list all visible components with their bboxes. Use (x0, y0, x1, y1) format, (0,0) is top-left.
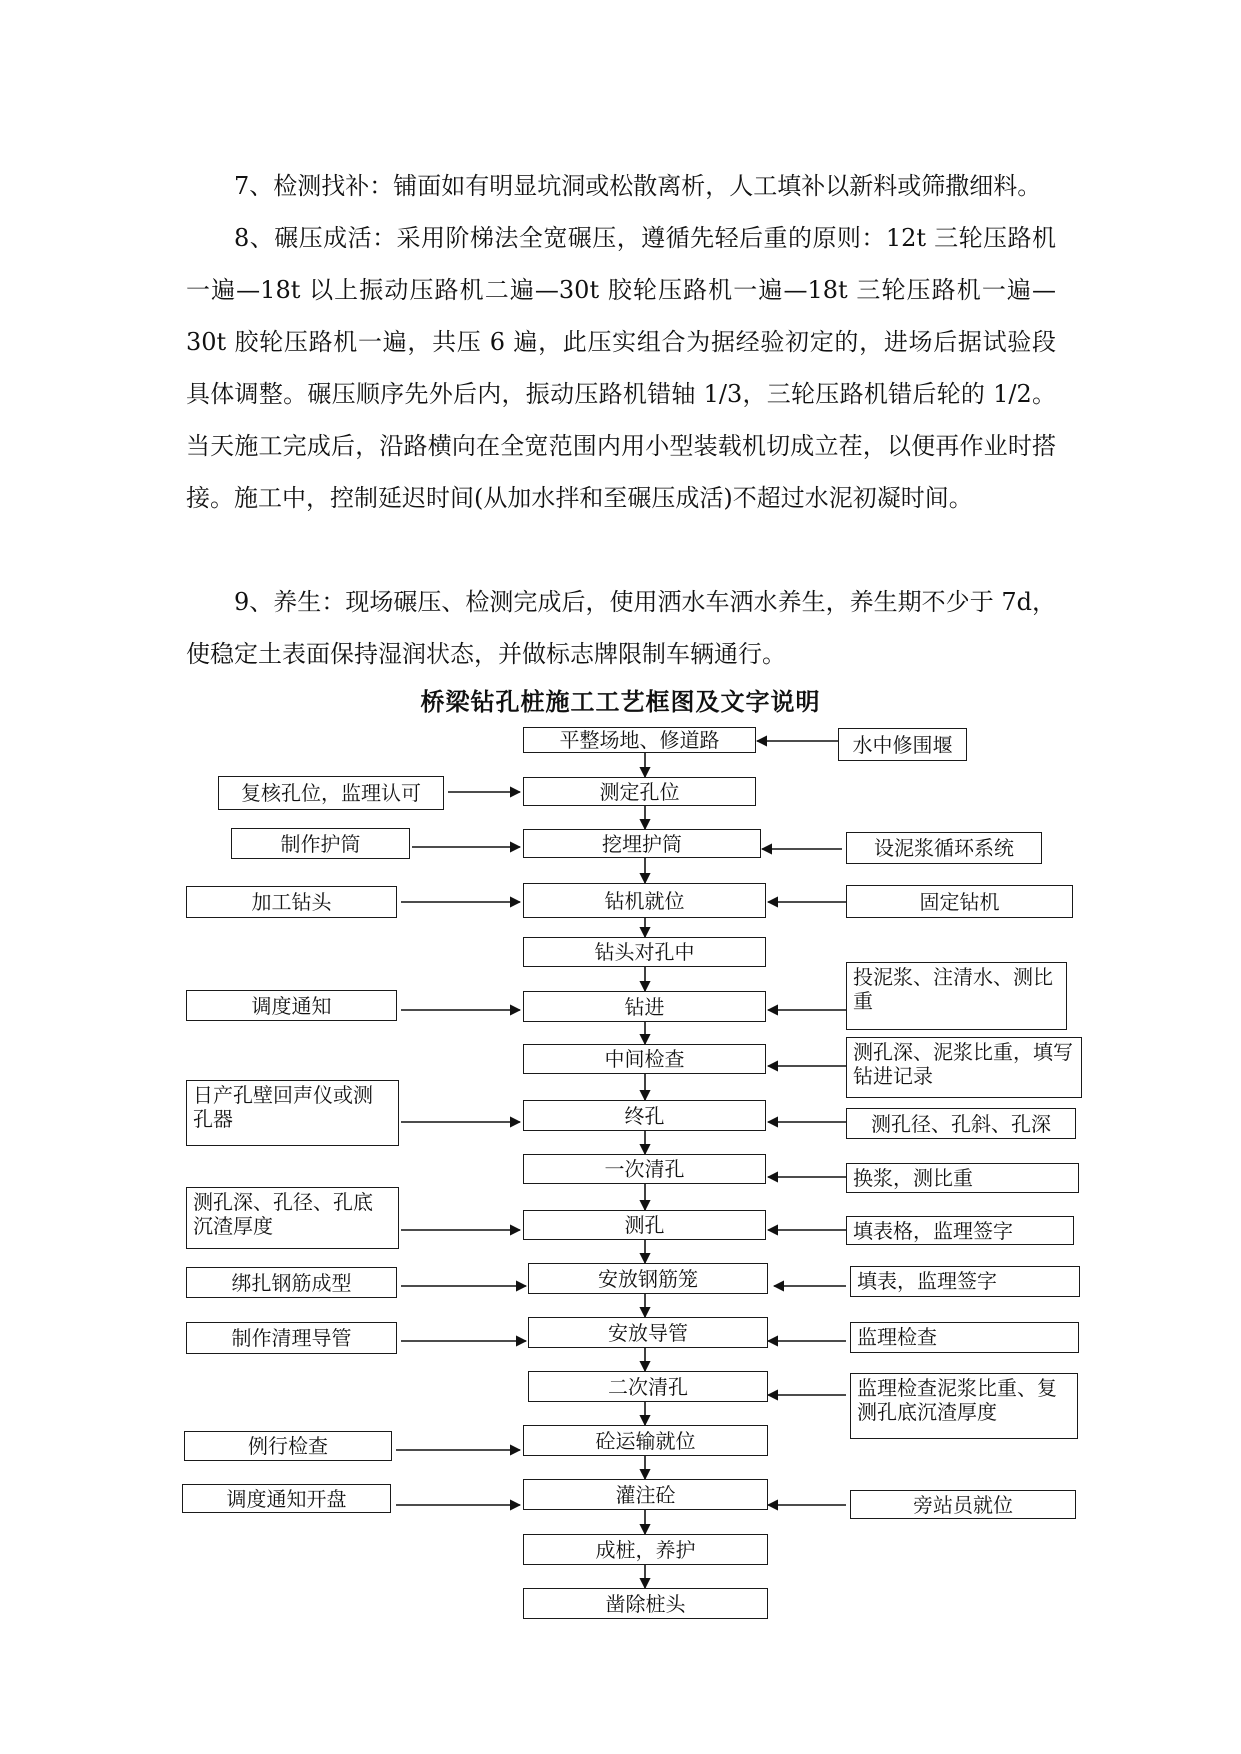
right-input-mud-water: 投泥浆、注清水、测比重 (846, 962, 1067, 1030)
right-input-fill-form: 填表格，监理签字 (846, 1216, 1074, 1245)
main-step-place-cage: 安放钢筋笼 (528, 1263, 768, 1294)
right-input-supervisor-check: 监理检查 (850, 1322, 1079, 1353)
left-input-verify-position: 复核孔位，监理认可 (218, 776, 444, 810)
main-step-measure-hole: 测孔 (523, 1210, 766, 1240)
right-input-cofferdam: 水中修围堰 (838, 728, 967, 761)
main-step-drilling: 钻进 (523, 991, 766, 1022)
right-input-stationed-inspector: 旁站员就位 (850, 1490, 1076, 1519)
main-step-locate-hole: 测定孔位 (523, 777, 756, 806)
main-step-leveling: 平整场地、修道路 (523, 727, 756, 753)
main-step-final-hole: 终孔 (523, 1100, 766, 1131)
left-input-make-casing: 制作护筒 (231, 828, 410, 859)
left-input-dispatch-open: 调度通知开盘 (182, 1484, 391, 1513)
main-step-align-bit: 钻头对孔中 (523, 937, 766, 967)
main-step-rig-position: 钻机就位 (523, 883, 766, 918)
paragraph-item-7: 7、检测找补：铺面如有明显坑洞或松散离析，人工填补以新料或筛撒细料。 (234, 172, 1042, 200)
right-input-change-mud: 换浆，测比重 (846, 1163, 1079, 1193)
paragraph-item-9: 9、养生：现场碾压、检测完成后，使用洒水车洒水养生，养生期不少于 7d，使稳定土表面保持湿润状态，并做标志牌限制车辆通行。 (186, 588, 1056, 668)
main-step-concrete-transport: 砼运输就位 (523, 1425, 768, 1456)
main-step-pour-concrete: 灌注砼 (523, 1479, 768, 1510)
right-input-hole-diameter: 测孔径、孔斜、孔深 (846, 1108, 1076, 1139)
left-input-hole-detector: 日产孔壁回声仪或测孔器 (186, 1080, 399, 1146)
main-step-cut-pile-head: 凿除桩头 (523, 1588, 768, 1619)
right-input-fill-sign: 填表，监理签字 (850, 1266, 1080, 1297)
left-input-dispatch-notice: 调度通知 (186, 990, 397, 1021)
flowchart-title: 桥梁钻孔桩施工工艺框图及文字说明 (420, 687, 821, 716)
main-step-mid-inspection: 中间检查 (523, 1044, 766, 1074)
paragraph-item-8: 8、碾压成活：采用阶梯法全宽碾压，遵循先轻后重的原则：12t 三轮压路机一遍—18t 以上振动压路机二遍—30t 胶轮压路机一遍—18t 三轮压路机一遍—30t 胶轮压路机一遍，共压 6 遍，此压实组合为据经验初定的，进场后据试验段具体调整。碾压顺序先外后内，振动压路机错轴 1/3，三轮压路机错后轮的 1/2。当天施工完成后，沿路横向在全宽范围内用小型装载机切成立茬，以便再作业时搭接。施工中，控制延迟时间(从加水拌和至碾压成活)不超过水泥初凝时间。 (186, 224, 1056, 512)
right-input-drill-record: 测孔深、泥浆比重，填写钻进记录 (846, 1037, 1082, 1098)
left-input-clean-tremie: 制作清理导管 (186, 1322, 397, 1354)
right-input-fix-rig: 固定钻机 (846, 885, 1073, 918)
main-step-first-clean: 一次清孔 (523, 1154, 766, 1184)
left-input-routine-check: 例行检查 (184, 1431, 392, 1461)
main-step-second-clean: 二次清孔 (528, 1371, 768, 1402)
main-step-bury-casing: 挖埋护筒 (523, 829, 761, 858)
right-input-supervisor-sediment: 监理检查泥浆比重、复测孔底沉渣厚度 (850, 1373, 1078, 1439)
left-input-tie-rebar: 绑扎钢筋成型 (186, 1267, 397, 1298)
left-input-measure-sediment: 测孔深、孔径、孔底沉渣厚度 (186, 1187, 399, 1249)
right-input-mud-circulation: 设泥浆循环系统 (846, 832, 1042, 864)
main-step-place-tremie: 安放导管 (528, 1317, 768, 1348)
main-step-pile-curing: 成桩，养护 (523, 1534, 768, 1565)
left-input-process-bit: 加工钻头 (186, 886, 397, 918)
